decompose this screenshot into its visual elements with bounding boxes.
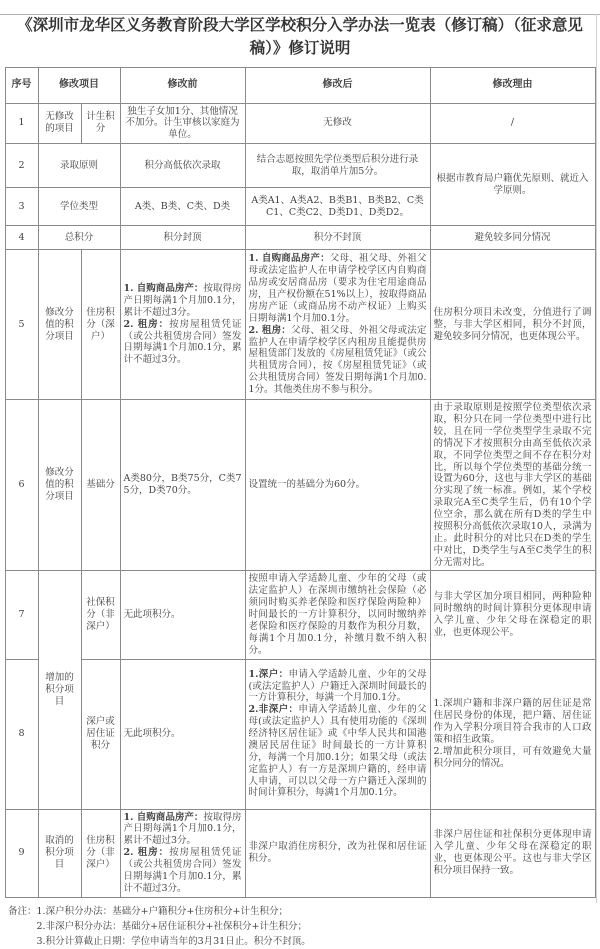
- paragraph: [124, 812, 242, 848]
- table-cell: 积分封顶: [120, 226, 245, 250]
- table-cell: 非深户取消住房积分，改为社保和居住证积分。: [245, 809, 430, 897]
- table-cell: 1: [5, 103, 38, 144]
- paragraph: [249, 669, 427, 705]
- table-cell: 修改分值的积分项目: [38, 400, 81, 571]
- table-cell: 避免较多同分情况: [430, 226, 595, 250]
- table-row: [5, 400, 595, 571]
- table-cell: 学位类型: [38, 188, 120, 226]
- table-header-cell: 修改理由: [430, 67, 595, 103]
- paragraph: [124, 847, 242, 895]
- table-cell: 增加的积分项目: [38, 571, 81, 809]
- table-cell: 录取原则: [38, 144, 120, 188]
- table-cell: [430, 659, 595, 809]
- table-cell: 住房积分项目未改变，分值进行了调整，与非大学区相同，积分不封顶，避免较多同分情况，也更体现公平。: [430, 250, 595, 400]
- text-segment: 父母、祖父母、外祖父母或法定监护人在申请学校学区内租房且能提供房屋租赁部门发放的《房屋租赁凭证》（或公共租赁房合同），按《房屋租赁凭证》（或公共租赁房合同）签发日期每满1个月加0.1分。其他类住房不参与积分。: [248, 324, 427, 395]
- note-line: 1.深户积分办法：基础分+户籍积分+住房积分+计生积分；: [36, 905, 288, 917]
- text-segment: 申请入学适龄儿童、少年的父母(或法定监护人）户籍迁入深圳时间最长的一方计算积分，每满一个月加0.1分。: [248, 668, 427, 704]
- text-segment: 1. 自购商品房产：: [248, 253, 330, 265]
- text-segment: 申请入学适龄儿童、少年的父母(或法定监护人）具有使用功能的《深圳经济特区居住证》或《中华人民共和国港澳居民居住证》时间最长的一方计算积分，每满一个月加0.1分；如果父母（或法定监护人）有一方是深圳户籍的，经申请人申请，可以以父母一方户籍迁入深圳的时间计算积分，每满1个月加0.1分。: [248, 704, 427, 799]
- table-cell: 总积分: [38, 226, 120, 250]
- table-row: [5, 809, 595, 897]
- table-header-cell: 修改后: [245, 67, 430, 103]
- table-cell: 独生子女加1分、其他情况不加分。计生审核以家庭为单位。: [120, 103, 245, 144]
- table-cell: 与非大学区加分项目相同，两种险种同时缴纳的时间计算积分更体现申请入学儿童、少年父母在深稳定的职业，也更体现公平。: [430, 571, 595, 659]
- notes: [8, 904, 600, 949]
- table-header-cell: 修改前: [120, 67, 245, 103]
- table-cell: 计生积分: [81, 103, 120, 144]
- table-row: [5, 571, 595, 659]
- table-cell: /: [430, 103, 595, 144]
- table-cell: 6: [5, 400, 38, 571]
- table-row: [5, 250, 595, 400]
- table-cell: [120, 250, 245, 400]
- notes-items: [37, 904, 311, 949]
- table-cell: 基础分: [81, 400, 120, 571]
- text-segment: 2.增加此积分项目，可有效避免大量积分同分的情况。: [433, 745, 592, 769]
- table-cell: 住房积分（深户）: [81, 250, 120, 400]
- paragraph: [249, 704, 427, 799]
- table-row: [5, 226, 595, 250]
- table-cell: 非深户居住证和社保积分更体现申请入学儿童、少年父母在深稳定的职业，也更体现公平。这也与非大学区积分项目保持一致。: [430, 809, 595, 897]
- text-segment: 2. 租房：: [123, 847, 170, 859]
- table-cell: 取消的积分项目: [38, 809, 81, 897]
- text-segment: 按取得房产日期每满1个月加0.1分，累计不超过3分。: [123, 283, 242, 318]
- text-segment: 按房屋租赁凭证（或公共租赁房合同）签发日期每满1个月加0.1分，累计不超过3分。: [123, 847, 242, 894]
- table-cell: 设置统一的基础分为60分。: [245, 400, 430, 571]
- table-header-cell: 序号: [5, 67, 38, 103]
- doc-title: 《深圳市龙华区义务教育阶段大学区学校积分入学办法一览表（修订稿）（征求意见稿）》修订说明: [17, 15, 583, 58]
- table-cell: 住房积分（非深户）: [81, 809, 120, 897]
- table-cell: 社保积分（非深户）: [81, 571, 120, 659]
- table-cell: 5: [5, 250, 38, 400]
- table-cell: 无此项积分。: [120, 659, 245, 809]
- table-head: [5, 67, 595, 103]
- table-cell: 根据市教育局户籍优先原则、就近入学原则。: [430, 144, 595, 226]
- text-segment: 1. 自购商品房产：: [123, 811, 204, 823]
- table-row: [5, 144, 595, 188]
- table-cell: 无修改: [245, 103, 430, 144]
- table-header-cell: 修改项目: [38, 67, 120, 103]
- table-cell: 7: [5, 571, 38, 659]
- text-segment: 1. 自购商品房产：: [123, 283, 204, 295]
- table-cell: 按照申请入学适龄儿童、少年的父母（或法定监护人）在深圳市缴纳社会保险（必须同时购买养老保险和医疗保险两险种）时间最长的一方计算积分，以同时缴纳养老保险和医疗保险的月数作为积分月数，每满1个月加0.1分，补缴月数不纳入积分。: [245, 571, 430, 659]
- table-cell: 积分高低依次录取: [120, 144, 245, 188]
- table-row: [5, 659, 595, 809]
- paragraph: [249, 253, 427, 324]
- paragraph: [434, 698, 592, 746]
- table-cell: 3: [5, 188, 38, 226]
- table-cell: [120, 809, 245, 897]
- table-cell: 2: [5, 144, 38, 188]
- page-right-border: [596, 14, 597, 903]
- paragraph: [124, 319, 242, 367]
- modification-table: [5, 67, 596, 898]
- table-cell: 无此项积分。: [120, 571, 245, 659]
- note-line: 2.非深户积分办法：基础分+居住证积分+社保积分+计生积分；: [36, 920, 307, 932]
- table-cell: 8: [5, 659, 38, 809]
- table-cell: A类A1、A类A2、B类B1、B类B2、C类C1、C类C2、D类D1、D类D2。: [245, 188, 430, 226]
- table-cell: 积分不封顶: [245, 226, 430, 250]
- table-cell: 修改分值的积分项目: [38, 250, 81, 400]
- table-cell: [245, 659, 430, 809]
- table-cell: 由于录取原则是按照学位类型依次录取，积分只在同一学位类型中进行比较，且在同一学位类型学生录取不完的情况下才按照积分由高至低依次录取，不同学位类型之间不存在积分对比，所以每个学位类型的基础分统一设置为60分，这也与非大学区的基础分实现了统一标准。例如，某个学校录取完A至C类学生后，仍有10个学位空余，那么就在所有D类的学生中按照积分高低依次录取10人，录满为止。此时积分的对比只在D类的学生中对比，D类学生与A至C类学生的积分无需对比。: [430, 400, 595, 571]
- table-cell: A类、B类、C类、D类: [120, 188, 245, 226]
- text-segment: 2.非深户：: [248, 704, 299, 716]
- table-cell: 4: [5, 226, 38, 250]
- table-cell: A类80分，B类75分，C类75分，D类70分。: [120, 400, 245, 571]
- table-cell: 结合志愿按照先学位类型后积分进行录取，取消单片加5分。: [245, 144, 430, 188]
- table-cell: 无修改的项目: [38, 103, 81, 144]
- note-line: 3.积分计算截止日期：学位申请当年的3月31日止。积分不封顶。: [36, 936, 311, 947]
- text-segment: 1.深户：: [248, 668, 289, 680]
- paragraph: [434, 746, 592, 770]
- paragraph: [249, 325, 427, 396]
- text-segment: 2. 租房：: [123, 318, 170, 330]
- text-segment: 父母、祖父母、外祖父母或法定监护人在申请学校学区内自购商品房或安居商品房（要求为住宅用途商品房，且产权份额在51%以上），按取得商品房房产证（或商品房不动产权证）上购买日期每满1个月加0.1分。: [248, 253, 427, 324]
- table-cell: [245, 250, 430, 400]
- text-segment: 1.深圳户籍和非深户籍的居住证是常住居民身份的体现，把户籍、居住证作为入学积分项目符合我市的人口政策和招生政策。: [433, 698, 592, 745]
- text-segment: 2. 租房：: [248, 324, 291, 336]
- table-row: [5, 103, 595, 144]
- page-top-border: [0, 14, 600, 15]
- table-cell: 深户或居住证积分: [81, 659, 120, 809]
- notes-label: 备注：: [8, 905, 37, 917]
- text-segment: 按取得房产日期每满1个月加0.1分，累计不超过3分。: [123, 811, 242, 847]
- paragraph: [124, 283, 242, 319]
- table-cell: 9: [5, 809, 38, 897]
- text-segment: 按房屋租赁凭证（或公共租赁房合同）签发日期每满1个月加0.1分，累计不超过3分。: [123, 318, 242, 366]
- table-body: [5, 103, 595, 897]
